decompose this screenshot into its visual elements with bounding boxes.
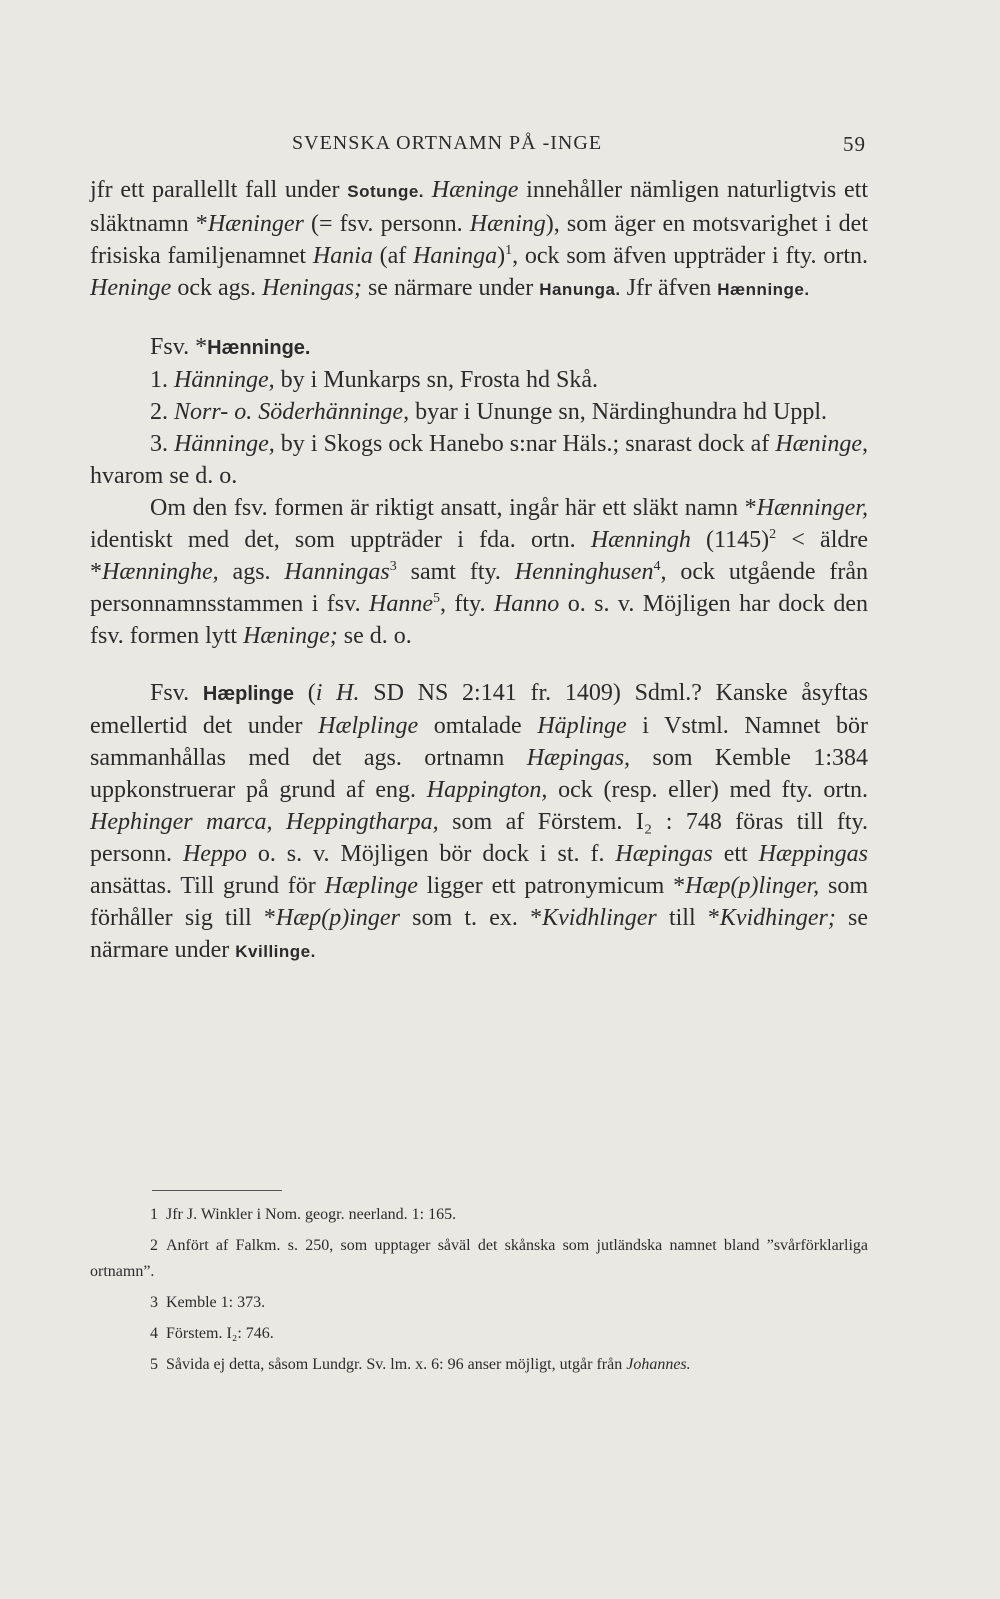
footnote-marker: 5 xyxy=(433,591,440,606)
cross-reference: Hanunga. xyxy=(539,280,621,299)
footnotes xyxy=(90,1202,868,1383)
footnote: 3 Kemble 1: 373. xyxy=(150,1294,266,1311)
entry-heading: Fsv. *Hænninge. xyxy=(150,334,311,360)
footnote-marker: 3 xyxy=(389,559,397,574)
running-title: SVENSKA ORTNAMN PÅ -INGE xyxy=(292,132,603,154)
entry-item: 1. Hänninge, by i Munkarps sn, Frosta hd Skå. xyxy=(150,367,598,393)
footnote-marker: 1 xyxy=(505,243,513,258)
footnote: 2 Anfört af Falkm. s. 250, som upptager såväl det skånska som jutländska namnet bland ”svårförklarliga ortnamn”. xyxy=(90,1237,868,1280)
entry-haplinge: Fsv. Hæplinge (i H. SD NS 2:141 fr. 1409) Sdml.? Kanske åsyftas emellertid det under Hælplinge omtalade Häplinge i Vstml. Namnet bör sammanhållas med det ags. ortnamn Hæpingas, som Kemble 1:384 uppkonstruerar på grund af eng. Happington, ock (resp. eller) med fty. ortn. Hephinger marca, Heppingtharpa, som af Förstem. I₂ : 748 föras till fty. personn. Heppo o. s. v. Möjligen bör dock i st. f. Hæpingas ett Hæppingas ansättas. Till grund för Hæplinge ligger ett patronymicum *Hæp(p)linger, som förhåller sig till *Hæp(p)inger som t. ex. *Kvidhlinger till *Kvidhinger; se närmare under Kvillinge. xyxy=(90,680,869,963)
page-number: 59 xyxy=(843,132,866,156)
cross-reference: Hænninge. xyxy=(717,280,810,299)
footnote: 4 Förstem. I₂: 746. xyxy=(150,1325,274,1342)
cross-reference: Sotunge. xyxy=(347,182,425,201)
footnote-divider xyxy=(152,1190,282,1191)
entry-item: 3. Hänninge, by i Skogs ock Hanebo s:nar Häls.; snarast dock af Hæninge, hvarom se d. o. xyxy=(90,431,869,489)
footnote-marker: 2 xyxy=(769,527,777,542)
page-header xyxy=(92,132,866,162)
paragraph-discussion: Om den fsv. formen är riktigt ansatt, ingår här ett släkt namn *Hænninger, identiskt med det, som uppträder i fda. ortn. Hænningh $(1145)^2$ < äldre *Hænninghe, ags. Hanningas$^3$ samt fty. Henninghusen$^4$, ock utgående från personnamnsstammen i fsv. Hanne$^5$, fty. Hanno o. s. v. Möjligen har dock den fsv. formen lytt Hæninge; se d. o. xyxy=(90,495,869,649)
footnote-marker: 4 xyxy=(653,559,661,574)
footnote: 1 Jfr J. Winkler i Nom. geogr. neerland. 1: 165. xyxy=(150,1206,457,1223)
body-text xyxy=(90,174,868,968)
entry-headword: Hænninge. xyxy=(207,337,311,359)
cross-reference: Kvillinge. xyxy=(235,942,316,961)
entry-item: 2. Norr- o. Söderhänninge, byar i Ununge sn, Närdinghundra hd Uppl. xyxy=(150,399,828,425)
entry-headword: Hæplinge xyxy=(202,683,294,705)
paragraph-intro: jfr ett parallellt fall under Sotunge. Hæninge innehåller nämligen naturligtvis ett släktnamn *Hæninger (= fsv. personn. Hæning), som äger en motsvarighet i det frisiska familjenamnet Hania (af Haninga)$^1$, ock som äfven uppträder i fty. ortn. Heninge ock ags. Heningas; se närmare under Hanunga. Jfr äfven Hænninge. xyxy=(90,177,869,301)
footnote: 5 Såvida ej detta, såsom Lundgr. Sv. lm. x. 6: 96 anser möjligt, utgår från Johannes. xyxy=(150,1356,691,1373)
